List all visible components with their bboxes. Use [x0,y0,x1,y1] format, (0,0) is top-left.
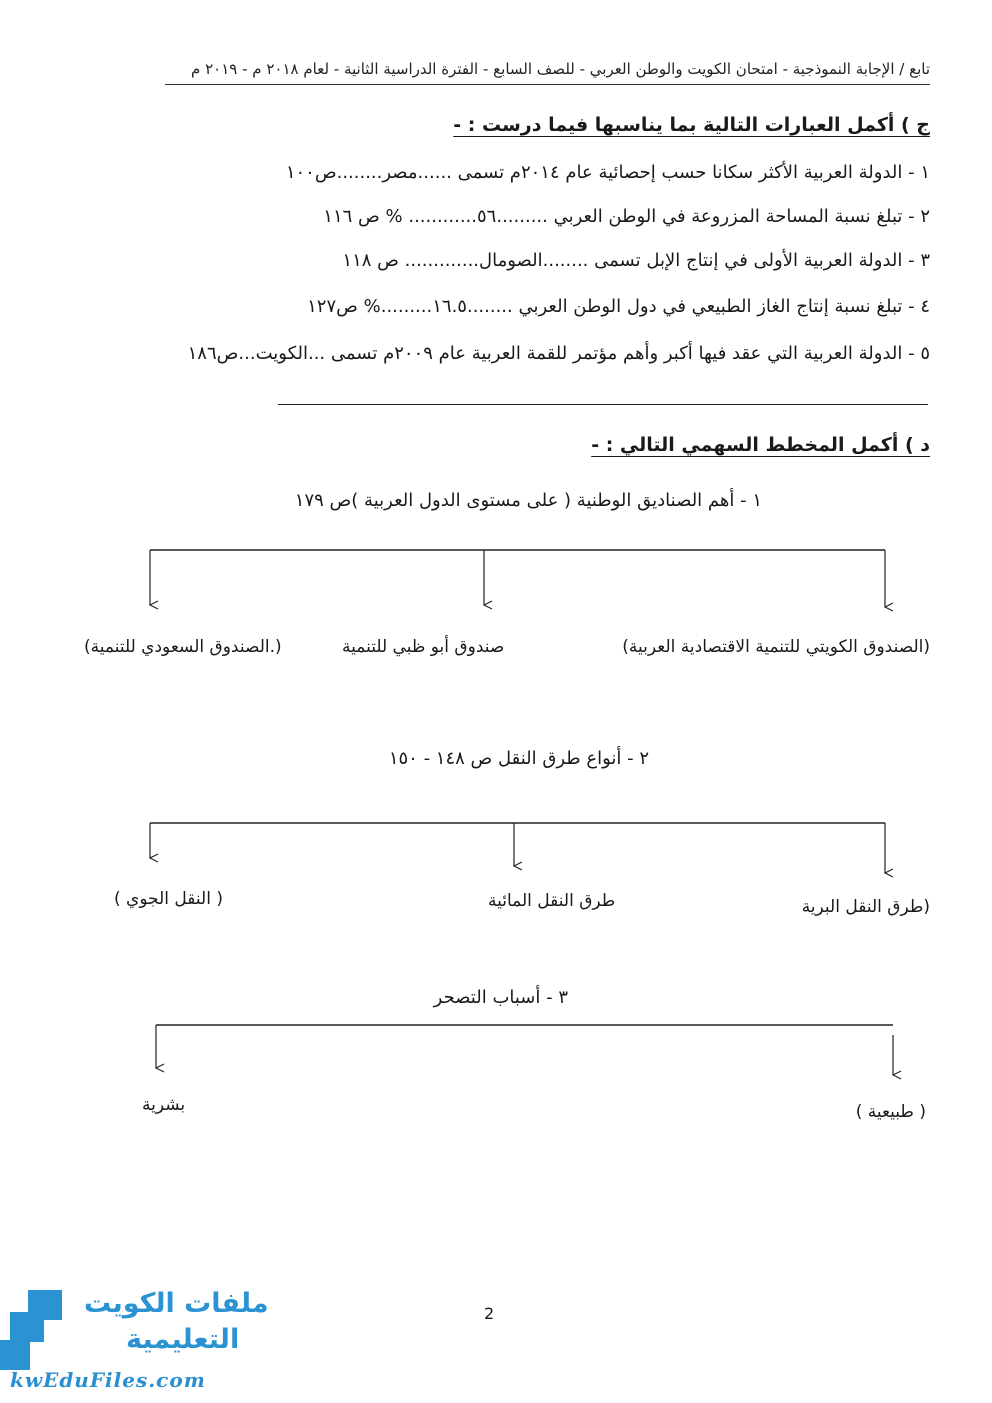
section-c-title: ج ) أكمل العبارات التالية بما يناسبها فيما درست : - [453,114,930,136]
diagram-3-title: ٣ - أسباب التصحر [433,987,568,1008]
question-item-1: ١ - الدولة العربية الأكثر سكانا حسب إحصائية عام ٢٠١٤م تسمى ......مصر........ص١٠٠ [285,162,930,183]
diagram-1-box-right: (الصندوق الكويتي للتنمية الاقتصادية العربية) [622,637,930,657]
logo-url: kwEduFiles.com [10,1368,206,1392]
diagram-1-box-left: (.الصندوق السعودي للتنمية) [84,637,282,657]
diagram-2-box-left: ( النقل الجوي ) [114,889,223,909]
logo-mark-icon [0,1282,80,1382]
diagram-2-box-right: (طرق النقل البرية [801,897,930,917]
logo-title: ملفات الكويت [84,1288,269,1319]
diagram-1-connectors [150,550,885,607]
diagram-3-box-left: بشرية [142,1095,186,1115]
page-number: 2 [484,1304,495,1323]
diagram-1-title: ١ - أهم الصناديق الوطنية ( على مستوى الدول العربية )ص ١٧٩ [294,490,762,511]
page-header: تابع / الإجابة النموذجية - امتحان الكويت والوطن العربي - للصف السابع - الفترة الدراسية الثانية - لعام ٢٠١٨ م - ٢٠١٩ م [191,60,930,78]
diagram-3-connectors [156,1025,893,1075]
question-item-4: ٤ - تبلغ نسبة إنتاج الغاز الطبيعي في دول الوطن العربي ........١٦.٥.........% ص١٢٧ [307,296,930,317]
diagram-2-title: ٢ - أنواع طرق النقل ص ١٤٨ - ١٥٠ [388,748,649,769]
diagram-1-box-middle: صندوق أبو ظبي للتنمية [342,637,505,657]
site-logo [0,1282,269,1402]
question-item-2: ٢ - تبلغ نسبة المساحة المزروعة في الوطن العربي .........٥٦............ % ص ١١٦ [323,206,930,227]
diagram-3-box-right: ( طبيعية ) [855,1102,926,1122]
logo-subtitle: التعليمية [126,1324,240,1355]
section-d-title: د ) أكمل المخطط السهمي التالي : - [591,434,930,456]
diagram-2-box-middle: طرق النقل المائية [488,891,616,911]
question-item-3: ٣ - الدولة العربية الأولى في إنتاج الإبل تسمى ........الصومال............. ص ١١٨ [342,250,930,271]
question-item-5: ٥ - الدولة العربية التي عقد فيها أكبر وأهم مؤتمر للقمة العربية عام ٢٠٠٩م تسمى ...الكويت...ص١٨٦ [187,343,930,364]
diagram-2-connectors [150,823,885,873]
